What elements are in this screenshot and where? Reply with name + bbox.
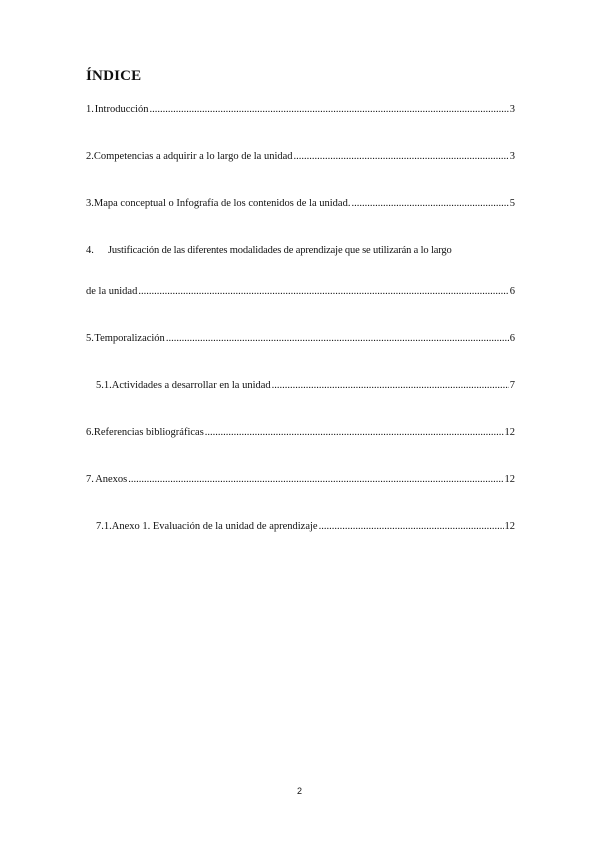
toc-entry-number: 5. [86,333,94,344]
toc-entry-page: 12 [504,427,515,438]
toc-entry-page: 6 [509,286,515,297]
toc-entry-mapa-conceptual[interactable] [86,198,515,214]
toc-entry-label: Introducción [94,104,149,115]
toc-entry-referencias[interactable] [86,427,515,443]
toc-entry-page: 5 [509,198,515,209]
toc-entry-number: 2. [86,151,94,162]
toc-entry-label: Referencias bibliográficas [93,427,204,438]
toc-entry-number: 1. [86,104,94,115]
toc-entry-label: Actividades a desarrollar en la unidad [111,380,271,391]
toc-dot-leader [138,286,508,297]
toc-entry-label: Justificación de las diferentes modalidades de aprendizaje que se utilizarán a lo largo [108,245,452,256]
toc-dot-leader [166,333,509,344]
toc-entry-anexo-1[interactable] [96,521,515,537]
toc-dot-leader [351,198,508,209]
toc-entry-temporalizacion[interactable] [86,333,515,349]
toc-dot-leader [319,521,504,532]
toc-entry-label: Temporalización [94,333,165,344]
toc-entry-label: Competencias a adquirir a lo largo de la unidad [93,151,293,162]
toc-entry-label: Anexo 1. Evaluación de la unidad de aprendizaje [111,521,318,532]
toc-entry-justificacion-continuation[interactable] [86,286,515,302]
toc-entry-page: 6 [509,333,515,344]
toc-entry-page: 7 [509,380,515,391]
toc-dot-leader [128,474,503,485]
toc-entry-page: 12 [504,521,515,532]
toc-entry-number: 3. [86,198,94,209]
toc-entry-number: 7. [86,474,94,485]
toc-entry-number: 4. [86,245,94,256]
toc-entry-number: 6. [86,427,94,438]
toc-entry-page: 3 [509,151,515,162]
toc-entry-page: 12 [504,474,515,485]
toc-entry-label-continuation: de la unidad [86,286,138,297]
toc-dot-leader [294,151,509,162]
toc-entry-label: Mapa conceptual o Infografía de los contenidos de la unidad. [93,198,351,209]
toc-entry-anexos[interactable] [86,474,515,490]
page-number: 2 [296,786,302,796]
toc-entry-number: 7.1. [96,521,112,532]
toc-entry-introduccion[interactable] [86,104,515,120]
toc-entry-number: 5.1. [96,380,112,391]
toc-dot-leader [149,104,508,115]
toc-entry-justificacion[interactable] [86,245,515,261]
toc-entry-actividades[interactable] [96,380,515,396]
toc-entry-competencias[interactable] [86,151,515,167]
toc-entry-label: Anexos [95,474,128,485]
toc-heading: ÍNDICE [86,68,142,84]
toc-dot-leader [205,427,504,438]
toc-dot-leader [272,380,509,391]
toc-entry-page: 3 [509,104,515,115]
